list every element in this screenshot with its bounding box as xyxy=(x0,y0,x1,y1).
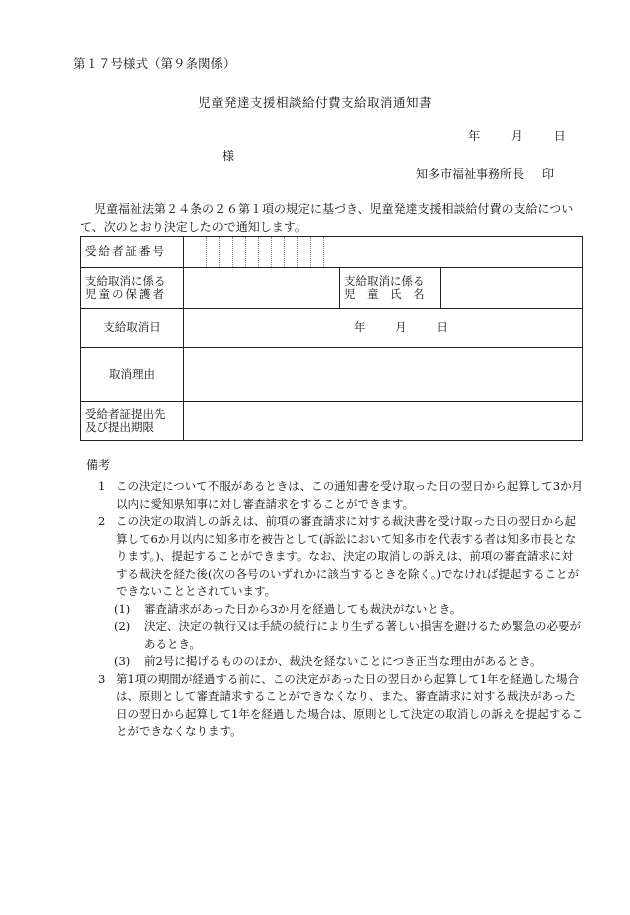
remark-subitem xyxy=(86,601,584,619)
recipient-number-label: 受給者証番号 xyxy=(81,237,184,268)
remark-subitem xyxy=(86,618,584,653)
digit-box xyxy=(246,237,259,267)
submission-label xyxy=(81,402,184,441)
remark-item xyxy=(86,671,584,741)
digit-box xyxy=(298,237,311,267)
recipient-number-boxes xyxy=(194,237,582,267)
child-label-line2: 児 童 氏 名 xyxy=(344,287,425,301)
submission-label-line1: 受給者証提出先 xyxy=(85,406,166,421)
document-title: 児童発達支援相談給付費支給取消通知書 xyxy=(197,95,432,110)
cancel-date-month: 月 xyxy=(395,320,407,335)
guardian-label xyxy=(81,268,184,309)
cancel-date-field xyxy=(184,309,583,348)
digit-box xyxy=(272,237,285,267)
digit-box xyxy=(233,237,246,267)
recipient-number-field xyxy=(184,237,583,268)
remark-item xyxy=(86,513,584,601)
remarks-title: 備考 xyxy=(86,458,111,472)
submission-label-line2: 及び提出期限 xyxy=(85,420,154,434)
digit-box xyxy=(285,237,298,267)
issue-date-line xyxy=(468,130,566,144)
subitem-number: (2) xyxy=(114,619,131,633)
child-label xyxy=(340,268,441,309)
issuer-name: 知多市福祉事務所長 xyxy=(416,167,525,181)
intro-text: 児童福祉法第２４条の２６第１項の規定に基づき、児童発達支援相談給付費の支給について、次のとおり決定したので通知します。 xyxy=(80,202,574,234)
digit-box xyxy=(259,237,272,267)
submission-field xyxy=(184,402,583,441)
remark-number: 2 xyxy=(98,514,106,528)
remarks-section xyxy=(86,478,584,741)
digit-box xyxy=(194,237,207,267)
intro-paragraph xyxy=(80,200,580,236)
cancel-date-day: 日 xyxy=(436,320,448,335)
date-month-label: 月 xyxy=(510,129,523,143)
digit-box xyxy=(220,237,233,267)
guardian-label-line2: 児童の保護者 xyxy=(85,287,166,301)
date-day-label: 日 xyxy=(553,129,566,143)
form-number: 第１７号様式（第９条関係） xyxy=(73,56,236,71)
subitem-text: 前2号に掲げるもののほか、裁決を経ないことにつき正当な理由があるとき。 xyxy=(144,654,542,668)
guardian-name-field xyxy=(184,268,340,309)
subitem-number: (3) xyxy=(114,654,131,668)
reason-label: 取消理由 xyxy=(81,348,184,402)
notice-table xyxy=(80,236,583,441)
remark-text: この決定の取消しの訴えは、前項の審査請求に対する裁決書を受け取った日の翌日から起算して6か月以内に知多市を被告として(訴訟において知多市を代表する者は知多市長となります。)、提起することができます。なお、決定の取消しの訴えは、前項の審査請求に対する裁決を経た後(次の各号のいずれかに該当するときを除く。)でなければ提起することができないこととされています。 xyxy=(116,514,579,598)
reason-field xyxy=(184,348,583,402)
addressee-honorific: 様 xyxy=(222,149,235,163)
date-year-label: 年 xyxy=(468,129,481,143)
subitem-text: 決定、決定の執行又は手続の続行により生ずる著しい損害を避けるため緊急の必要があるとき。 xyxy=(144,619,581,651)
child-name-field xyxy=(441,268,583,309)
remark-text: 第1項の期間が経過する前に、この決定があった日の翌日から起算して1年を経過した場合は、原則として審査請求することができなくなり、また、審査請求に対する裁決があった日の翌日から起算して1年を経過した場合は、原則として決定の取消しの訴えを提起することができなくなります。 xyxy=(116,671,584,738)
remark-text: この決定について不服があるときは、この通知書を受け取った日の翌日から起算して3か月以内に愛知県知事に対し審査請求をすることができます。 xyxy=(116,479,584,511)
subitem-text: 審査請求があった日から3か月を経過しても裁決がないとき。 xyxy=(144,601,462,616)
remark-item xyxy=(86,478,584,513)
remark-number: 3 xyxy=(98,671,106,686)
cancel-date-year: 年 xyxy=(354,320,366,335)
remark-subitem xyxy=(86,653,584,671)
cancel-date-label: 支給取消日 xyxy=(81,309,184,348)
issuer-line xyxy=(416,168,554,182)
child-label-line1: 支給取消に係る xyxy=(344,273,425,288)
seal-mark: 印 xyxy=(542,167,555,181)
subitem-number: (1) xyxy=(114,601,131,616)
guardian-label-line1: 支給取消に係る xyxy=(85,273,166,288)
digit-box xyxy=(207,237,220,267)
remark-number: 1 xyxy=(98,479,106,493)
digit-box xyxy=(311,237,324,267)
